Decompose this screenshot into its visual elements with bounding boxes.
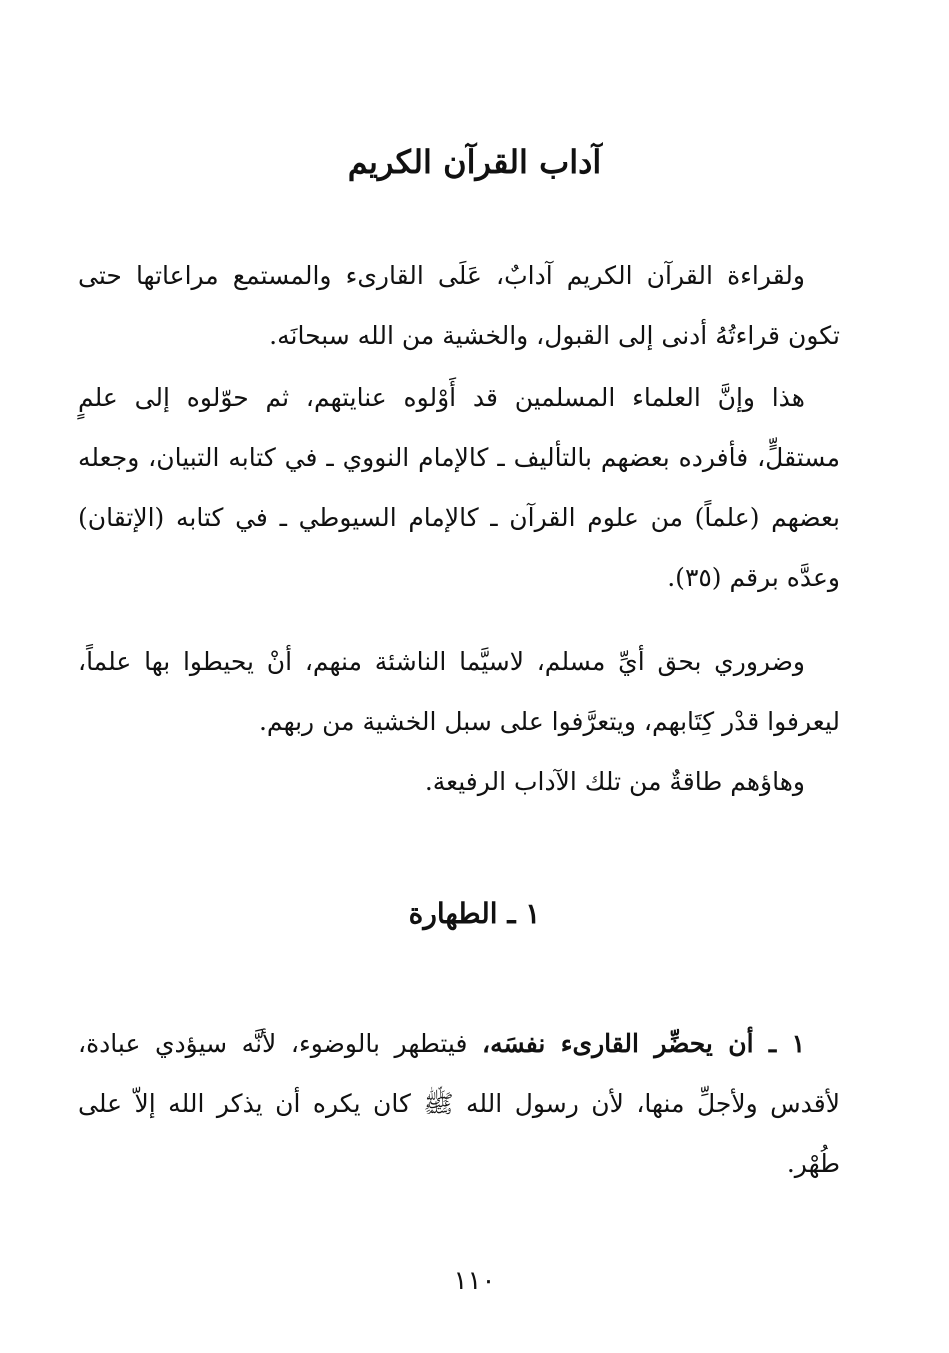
transition-paragraph <box>78 752 840 812</box>
item-lead-rest: فيتطهر بالوضوء، لأنَّه سيؤدي عبادة، لأقدس ولأجلِّ منها، لأن رسول الله ﷺ كان يكره أن يذكر الله إلاّ على طُهْر. <box>78 1029 840 1178</box>
paragraph-text: هذا وإنَّ العلماء المسلمين قد أَوْلوه عنايتهم، ثم حوّلوه إلى علمٍ مستقلٍّ، فأفرده بعضهم بالتأليف ـ كالإمام النووي ـ في كتابه التبيان، وجعله بعضهم (علماً) من علوم القرآن ـ كالإمام السيوطي ـ في كتابه (الإتقان) وعدَّه برقم (٣٥). <box>78 383 840 592</box>
necessity-paragraph <box>78 632 840 752</box>
section-heading: ١ ـ الطهارة <box>408 897 541 930</box>
item-lead-bold: ١ ـ أن يحضِّر القارىء نفسَه، <box>482 1029 805 1058</box>
item-text <box>78 1014 840 1194</box>
page-title: آداب القرآن الكريم <box>347 143 602 181</box>
paragraph-text: وضروري بحق أيِّ مسلم، لاسيَّما الناشئة منهم، أنْ يحيطوا بها علماً، ليعرفوا قدْر كِتَابهم، ويتعرَّفوا على سبل الخشية من ربهم. <box>78 647 840 736</box>
intro-paragraph <box>78 246 840 366</box>
purity-item-paragraph <box>78 1014 840 1194</box>
paragraph-text: وهاؤهم طاقةٌ من تلك الآداب الرفيعة. <box>424 767 805 796</box>
paragraph-text: ولقراءة القرآن الكريم آدابٌ، عَلَى القارىء والمستمع مراعاتها حتى تكون قراءتُهُ أدنى إلى القبول، والخشية من الله سبحانَه. <box>78 261 840 350</box>
page-number: ١١٠ <box>453 1266 496 1296</box>
scholars-paragraph <box>78 368 840 608</box>
